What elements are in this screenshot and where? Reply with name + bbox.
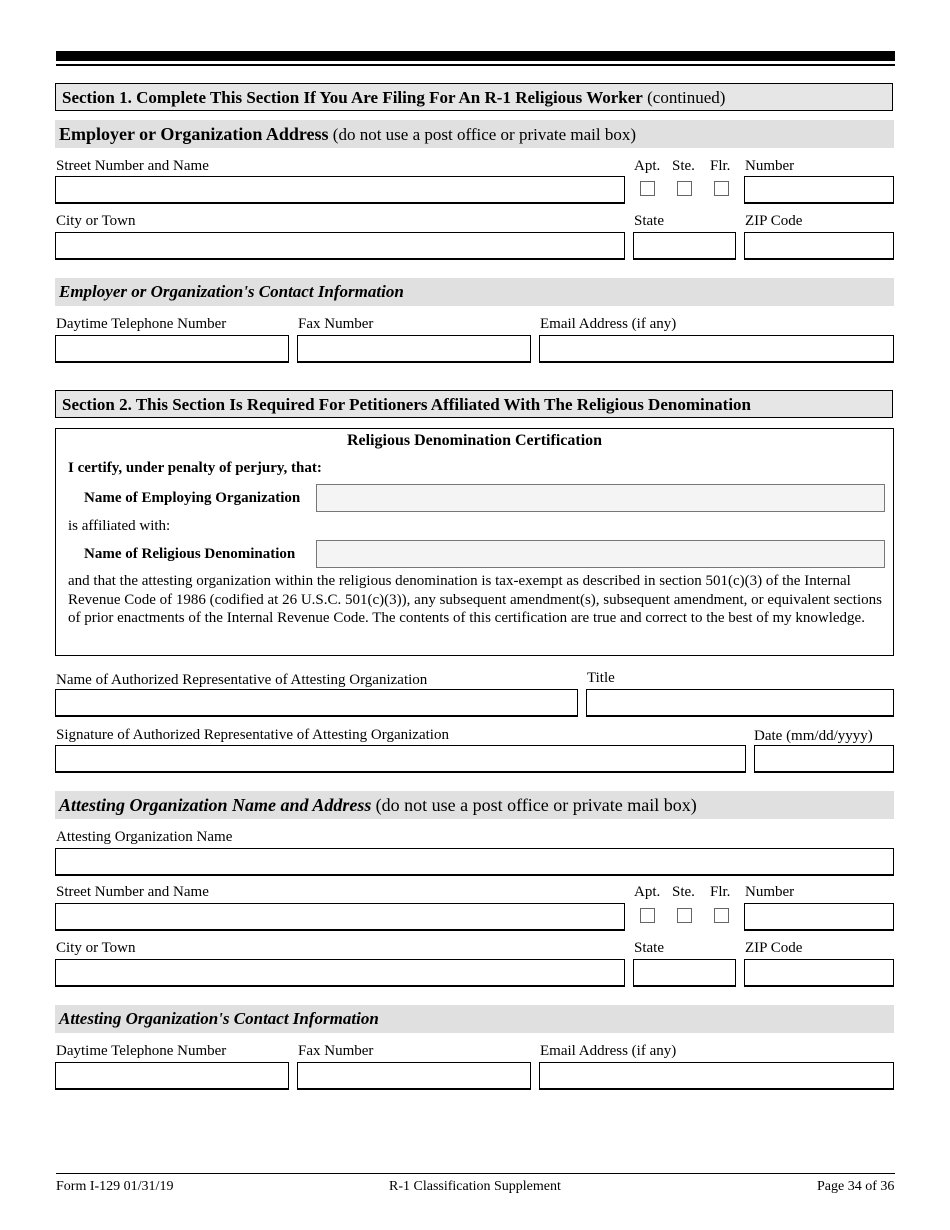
- rep-title-label: Title: [587, 670, 615, 686]
- employer-number-input[interactable]: [744, 176, 894, 204]
- attesting-city-label: City or Town: [56, 940, 136, 956]
- attesting-apt-label: Apt.: [634, 884, 661, 900]
- employer-contact-header: [55, 278, 894, 306]
- attesting-state-select[interactable]: [633, 959, 736, 987]
- attesting-flr-label: Flr.: [710, 884, 731, 900]
- employer-phone-label: Daytime Telephone Number: [56, 316, 227, 332]
- attesting-phone-label: Daytime Telephone Number: [56, 1043, 227, 1059]
- employer-zip-input[interactable]: [744, 232, 894, 260]
- certification-paragraph: and that the attesting organization within the religious denomination is tax-exempt as described in section 501(c)(3) of the Internal Revenue Code of 1986 (codified at 26 U.S.C. 501(c)(3)), any subsequent amendment(s), subsequent amendment, or equivalent sections of prior enactments of the Internal Revenue Code. The contents of this certification are true and correct to the best of my knowledge.: [68, 573, 882, 626]
- footer-page-number: Page 34 of 36: [817, 1179, 895, 1194]
- section-1-title: Section 1. Complete This Section If You Are Filing For An R-1 Religious Worker: [62, 88, 643, 107]
- rep-date-label: Date (mm/dd/yyyy): [754, 728, 873, 744]
- top-rule-thick: [56, 51, 895, 61]
- employer-fax-input[interactable]: [297, 335, 531, 363]
- attesting-ste-checkbox[interactable]: [677, 908, 692, 923]
- employer-email-label: Email Address (if any): [540, 316, 677, 332]
- employer-flr-checkbox[interactable]: [714, 181, 729, 196]
- employer-fax-label: Fax Number: [298, 316, 374, 332]
- employer-state-select[interactable]: [633, 232, 736, 260]
- attesting-address-title: Attesting Organization Name and Address: [59, 795, 372, 815]
- employer-zip-label: ZIP Code: [745, 213, 803, 229]
- employer-city-label: City or Town: [56, 213, 136, 229]
- denomination-label: Name of Religious Denomination: [84, 546, 296, 562]
- attesting-zip-input[interactable]: [744, 959, 894, 987]
- employer-apt-checkbox[interactable]: [640, 181, 655, 196]
- attesting-address-header: [55, 791, 894, 819]
- attesting-ste-label: Ste.: [672, 884, 695, 900]
- denomination-input[interactable]: [316, 540, 885, 568]
- employer-address-header: [55, 120, 894, 148]
- attesting-org-name-input[interactable]: [55, 848, 894, 876]
- employing-org-input[interactable]: [316, 484, 885, 512]
- footer-rule: [56, 1173, 895, 1174]
- rep-signature-label: Signature of Authorized Representative of Attesting Organization: [56, 727, 449, 743]
- attesting-fax-input[interactable]: [297, 1062, 531, 1090]
- attesting-zip-label: ZIP Code: [745, 940, 803, 956]
- attesting-contact-title: Attesting Organization's Contact Information: [59, 1009, 379, 1028]
- employer-city-input[interactable]: [55, 232, 625, 260]
- employer-apt-label: Apt.: [634, 158, 661, 174]
- attesting-street-input[interactable]: [55, 903, 625, 931]
- rep-title-input[interactable]: [586, 689, 894, 717]
- footer-form-id: Form I-129 01/31/19: [56, 1179, 174, 1194]
- attesting-number-label: Number: [745, 884, 795, 900]
- attesting-fax-label: Fax Number: [298, 1043, 374, 1059]
- section-1-header: [55, 83, 893, 111]
- top-rule-thin: [56, 64, 895, 66]
- footer-supplement: R-1 Classification Supplement: [389, 1179, 561, 1194]
- certification-title: Religious Denomination Certification: [346, 432, 603, 449]
- employer-street-input[interactable]: [55, 176, 625, 204]
- affiliated-text: is affiliated with:: [68, 518, 171, 534]
- certify-statement: I certify, under penalty of perjury, that:: [68, 460, 322, 476]
- employer-email-input[interactable]: [539, 335, 894, 363]
- employer-phone-input[interactable]: [55, 335, 289, 363]
- attesting-state-label: State: [634, 940, 664, 956]
- employer-number-label: Number: [745, 158, 795, 174]
- attesting-flr-checkbox[interactable]: [714, 908, 729, 923]
- employer-contact-title: Employer or Organization's Contact Information: [59, 282, 404, 301]
- employer-address-note: (do not use a post office or private mail box): [332, 125, 637, 144]
- attesting-address-note: (do not use a post office or private mail box): [375, 795, 697, 815]
- employer-flr-label: Flr.: [710, 158, 731, 174]
- attesting-email-input[interactable]: [539, 1062, 894, 1090]
- attesting-phone-input[interactable]: [55, 1062, 289, 1090]
- section-2-header: [55, 390, 893, 418]
- attesting-apt-checkbox[interactable]: [640, 908, 655, 923]
- attesting-number-input[interactable]: [744, 903, 894, 931]
- rep-name-label: Name of Authorized Representative of Attesting Organization: [56, 672, 428, 688]
- employer-ste-checkbox[interactable]: [677, 181, 692, 196]
- employer-street-label: Street Number and Name: [56, 158, 209, 174]
- attesting-street-label: Street Number and Name: [56, 884, 209, 900]
- attesting-org-name-label: Attesting Organization Name: [56, 829, 233, 845]
- employer-ste-label: Ste.: [672, 158, 695, 174]
- employer-state-label: State: [634, 213, 664, 229]
- attesting-contact-header: [55, 1005, 894, 1033]
- rep-date-input[interactable]: [754, 745, 894, 773]
- section-1-continued: (continued): [647, 88, 726, 107]
- employer-address-title: Employer or Organization Address: [59, 124, 329, 144]
- rep-name-input[interactable]: [55, 689, 578, 717]
- attesting-email-label: Email Address (if any): [540, 1043, 677, 1059]
- attesting-city-input[interactable]: [55, 959, 625, 987]
- rep-signature-input[interactable]: [55, 745, 746, 773]
- section-2-title: Section 2. This Section Is Required For Petitioners Affiliated With The Religious Denomination: [62, 395, 752, 414]
- employing-org-label: Name of Employing Organization: [84, 490, 301, 506]
